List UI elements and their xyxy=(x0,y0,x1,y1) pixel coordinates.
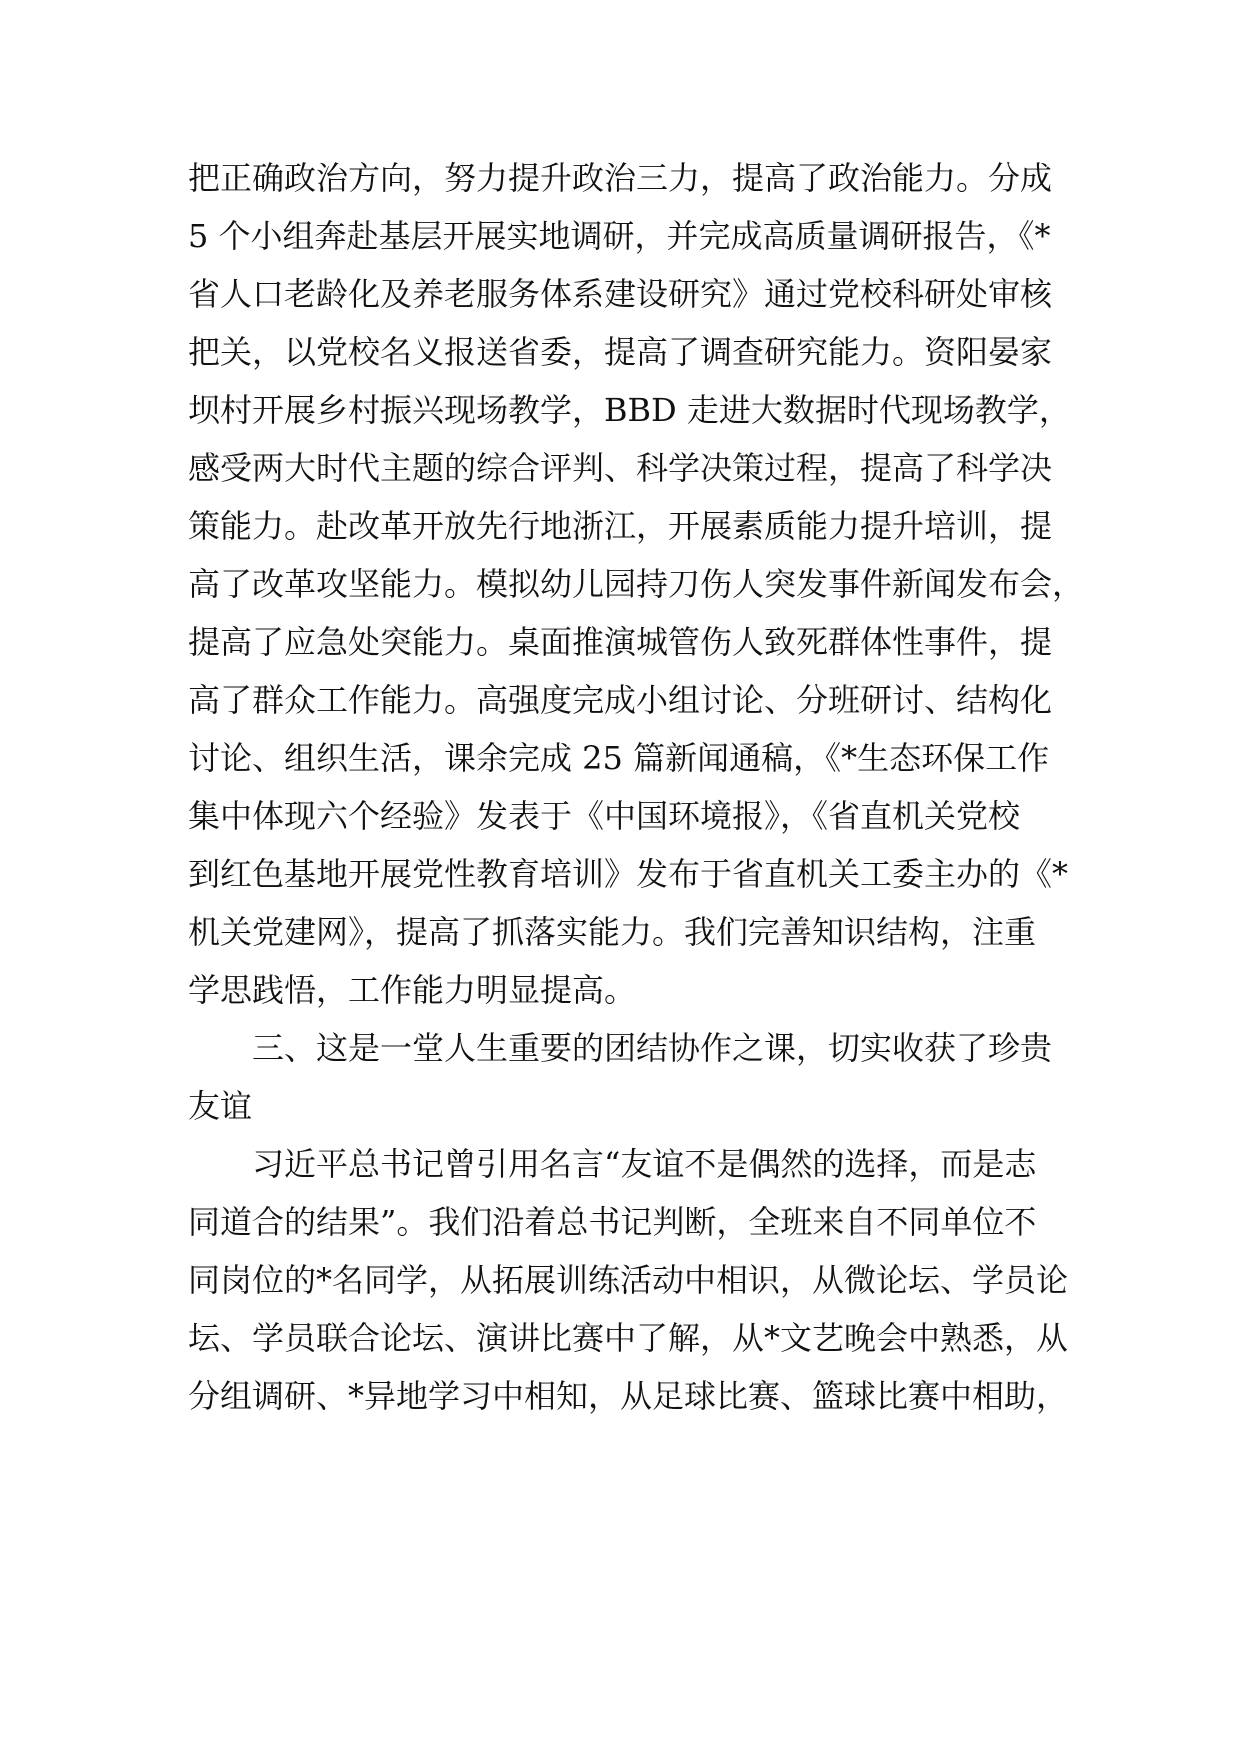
text-line: 坛、学员联合论坛、演讲比赛中了解，从*文艺晚会中熟悉，从 xyxy=(188,1319,1069,1357)
text-line: 到红色基地开展党性教育培训》发布于省直机关工委主办的《* xyxy=(188,855,1069,893)
text-line: 机关党建网》，提高了抓落实能力。我们完善知识结构，注重 xyxy=(188,913,1037,951)
text-line: 省人口老龄化及养老服务体系建设研究》通过党校科研处审核 xyxy=(188,275,1053,313)
text-line: 把正确政治方向，努力提升政治三力，提高了政治能力。分成 xyxy=(188,159,1053,197)
text-line: 同岗位的*名同学，从拓展训练活动中相识，从微论坛、学员论 xyxy=(188,1261,1069,1299)
text-line: 5 个小组奔赴基层开展实地调研，并完成高质量调研报告，《* xyxy=(188,217,1051,255)
text-line: 高了群众工作能力。高强度完成小组讨论、分班研讨、结构化 xyxy=(188,681,1053,719)
text-line: 分组调研、*异地学习中相知，从足球比赛、篮球比赛中相助， xyxy=(188,1377,1069,1415)
text-line: 提高了应急处突能力。桌面推演城管伤人致死群体性事件，提 xyxy=(188,623,1053,661)
text-line: 感受两大时代主题的综合评判、科学决策过程，提高了科学决 xyxy=(188,449,1053,487)
text-line: 习近平总书记曾引用名言“友谊不是偶然的选择，而是志 xyxy=(252,1145,1037,1183)
text-line: 同道合的结果”。我们沿着总书记判断，全班来自不同单位不 xyxy=(188,1203,1037,1241)
text-line: 策能力。赴改革开放先行地浙江，开展素质能力提升培训，提 xyxy=(188,507,1053,545)
text-line: 高了改革攻坚能力。模拟幼儿园持刀伤人突发事件新闻发布会， xyxy=(188,565,1085,603)
text-line: 把关，以党校名义报送省委，提高了调查研究能力。资阳晏家 xyxy=(188,333,1053,371)
section-heading: 三、这是一堂人生重要的团结协作之课，切实收获了珍贵 xyxy=(252,1029,1053,1067)
text-line: 坝村开展乡村振兴现场教学，BBD 走进大数据时代现场教学， xyxy=(188,391,1071,429)
text-line: 讨论、组织生活，课余完成 25 篇新闻通稿，《*生态环保工作 xyxy=(188,739,1050,777)
text-line: 集中体现六个经验》发表于《中国环境报》，《省直机关党校 xyxy=(188,797,1021,835)
section-heading-continued: 友谊 xyxy=(188,1087,253,1125)
text-line: 学思践悟，工作能力明显提高。 xyxy=(188,971,637,1009)
